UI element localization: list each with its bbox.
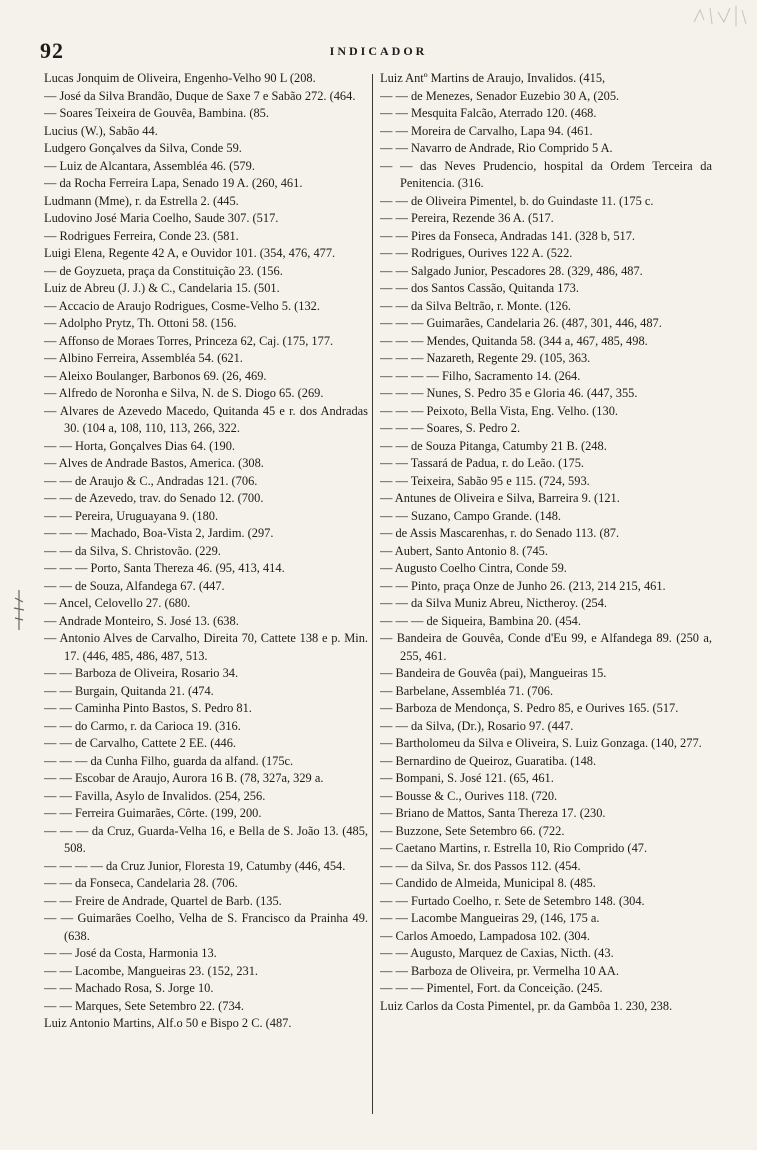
directory-entry: — — Burgain, Quitanda 21. (474. bbox=[44, 683, 214, 698]
directory-entry: Luiz Antonio Martins, Alf.o 50 e Bispo 2 C. (487. bbox=[44, 1016, 292, 1030]
directory-entry: — — da Silva Muniz Abreu, Nictheroy. (254. bbox=[380, 596, 608, 610]
directory-entry: — — — Nazareth, Regente 29. (105, 363. bbox=[380, 351, 591, 365]
directory-entry: Luiz de Abreu (J. J.) & C., Candelaria 15. (501. bbox=[44, 281, 280, 295]
directory-entry: — — Favilla, Asylo de Invalidos. (254, 256. bbox=[44, 788, 266, 803]
left-column bbox=[44, 70, 368, 1132]
directory-entry: — — Tassará de Padua, r. do Leão. (175. bbox=[380, 456, 584, 470]
directory-entry: — — da Silva, S. Christovão. (229. bbox=[44, 543, 221, 558]
corner-stamp-mark bbox=[690, 2, 748, 28]
directory-entry: — — Horta, Gonçalves Dias 64. (190. bbox=[44, 438, 235, 453]
directory-entry: — — do Carmo, r. da Carioca 19. (316. bbox=[44, 718, 241, 733]
directory-columns bbox=[44, 70, 712, 1132]
directory-entry: — — Marques, Sete Setembro 22. (734. bbox=[44, 998, 244, 1013]
directory-entry: Luigi Elena, Regente 42 A, e Ouvidor 101. (354, 476, 477. bbox=[44, 246, 336, 260]
page-number: 92 bbox=[40, 38, 64, 63]
directory-entry: — — Augusto, Marquez de Caxias, Nicth. (43. bbox=[380, 946, 614, 960]
directory-entry: — — de Menezes, Senador Euzebio 30 A, (205. bbox=[380, 88, 620, 103]
directory-entry: — — Salgado Junior, Pescadores 28. (329, 486, 487. bbox=[380, 263, 643, 278]
directory-entry: — — Machado Rosa, S. Jorge 10. bbox=[44, 981, 214, 995]
directory-entry: — — Escobar de Araujo, Aurora 16 B. (78, 327a, 329 a. bbox=[44, 771, 324, 785]
directory-entry: — — — — Filho, Sacramento 14. (264. bbox=[380, 368, 581, 383]
directory-entry: — Candido de Almeida, Municipal 8. (485. bbox=[380, 876, 596, 890]
directory-entry: Luiz Carlos da Costa Pimentel, pr. da Gambôa 1. 230, 238. bbox=[380, 998, 673, 1013]
directory-entry: — Antonio Alves de Carvalho, Direita 70, Cattete 138 e p. Min. 17. (446, 485, 486, 487, 513. bbox=[44, 631, 368, 663]
directory-entry: — — — Nunes, S. Pedro 35 e Gloria 46. (447, 355. bbox=[380, 386, 638, 400]
directory-entry: — — de Azevedo, trav. do Senado 12. (700. bbox=[44, 491, 264, 505]
directory-entry: — da Rocha Ferreira Lapa, Senado 19 A. (260, 461. bbox=[44, 176, 303, 190]
running-title: INDICADOR bbox=[329, 44, 428, 58]
directory-entry: — Alvares de Azevedo Macedo, Quitanda 45 e r. dos Andradas 30. (104 a, 108, 110, 113, 266, 322. bbox=[44, 403, 368, 435]
directory-entry: — — José da Costa, Harmonia 13. bbox=[44, 946, 217, 960]
directory-entry: — Adolpho Prytz, Th. Ottoni 58. (156. bbox=[44, 316, 237, 330]
directory-entry: — Affonso de Moraes Torres, Princeza 62, Caj. (175, 177. bbox=[44, 333, 334, 348]
directory-entry: — Barbelane, Assembléa 71. (706. bbox=[380, 683, 554, 698]
directory-entry: — Buzzone, Sete Setembro 66. (722. bbox=[380, 823, 565, 838]
directory-entry: — — Rodrigues, Ourives 122 A. (522. bbox=[380, 246, 573, 260]
directory-entry: — — Freire de Andrade, Quartel de Barb. (135. bbox=[44, 893, 282, 908]
directory-entry: — — Barboza de Oliveira, Rosario 34. bbox=[44, 666, 239, 680]
directory-entry: — Bernardino de Queiroz, Guaratiba. (148. bbox=[380, 753, 597, 768]
directory-entry: — — — Guimarães, Candelaria 26. (487, 301, 446, 487. bbox=[380, 316, 662, 330]
directory-entry: — — Guimarães Coelho, Velha de S. Francisco da Prainha 49. (638. bbox=[44, 911, 368, 943]
directory-entry: — — da Silva, Sr. dos Passos 112. (454. bbox=[380, 858, 581, 873]
directory-entry: — — Navarro de Andrade, Rio Comprido 5 A. bbox=[380, 141, 613, 155]
directory-entry: — de Assis Mascarenhas, r. do Senado 113. (87. bbox=[380, 526, 620, 540]
directory-entry: — José da Silva Brandão, Duque de Saxe 7 e Sabão 272. (464. bbox=[44, 88, 356, 103]
directory-entry: Ludmann (Mme), r. da Estrella 2. (445. bbox=[44, 193, 239, 208]
directory-entry: — Albino Ferreira, Assembléa 54. (621. bbox=[44, 351, 243, 365]
directory-entry: — — — Pimentel, Fort. da Conceição. (245. bbox=[380, 981, 603, 995]
directory-entry: — Barboza de Mendonça, S. Pedro 85, e Ourives 165. (517. bbox=[380, 701, 679, 715]
directory-entry: — Soares Teixeira de Gouvêa, Bambina. (85. bbox=[44, 106, 269, 120]
directory-entry: — — Pereira, Rezende 36 A. (517. bbox=[380, 211, 554, 225]
directory-entry: — Carlos Amoedo, Lampadosa 102. (304. bbox=[380, 928, 590, 943]
directory-entry: — — da Fonseca, Candelaria 28. (706. bbox=[44, 876, 238, 890]
directory-entry: — Bousse & C., Ourives 118. (720. bbox=[380, 788, 558, 803]
directory-entry: — — Suzano, Campo Grande. (148. bbox=[380, 508, 562, 523]
directory-entry: — — — — da Cruz Junior, Floresta 19, Catumby (446, 454. bbox=[44, 858, 346, 873]
directory-entry: — — Lacombe, Mangueiras 23. (152, 231. bbox=[44, 963, 259, 978]
directory-entry: Lucius (W.), Sabão 44. bbox=[44, 123, 158, 138]
directory-entry: — Bandeira de Gouvêa (pai), Mangueiras 15. bbox=[380, 666, 607, 680]
directory-entry: — — — de Siqueira, Bambina 20. (454. bbox=[380, 613, 581, 628]
directory-entry: — — Pinto, praça Onze de Junho 26. (213, 214 215, 461. bbox=[380, 578, 666, 593]
directory-entry: — — da Silva, (Dr.), Rosario 97. (447. bbox=[380, 718, 574, 733]
directory-entry: — — — Porto, Santa Thereza 46. (95, 413, 414. bbox=[44, 561, 285, 575]
directory-entry: — Andrade Monteiro, S. José 13. (638. bbox=[44, 613, 239, 628]
directory-entry: — — — Soares, S. Pedro 2. bbox=[380, 421, 521, 435]
directory-entry: — — Barboza de Oliveira, pr. Vermelha 10 AA. bbox=[380, 963, 619, 978]
directory-entry: — — Lacombe Mangueiras 29, (146, 175 a. bbox=[380, 911, 600, 925]
directory-entry: — — Furtado Coelho, r. Sete de Setembro 148. (304. bbox=[380, 893, 645, 908]
directory-entry: — Bartholomeu da Silva e Oliveira, S. Luiz Gonzaga. (140, 277. bbox=[380, 736, 702, 750]
directory-entry: — — de Souza, Alfandega 67. (447. bbox=[44, 578, 225, 593]
directory-entry: — — — Peixoto, Bella Vista, Eng. Velho. (130. bbox=[380, 403, 618, 418]
directory-entry: — Aleixo Boulanger, Barbonos 69. (26, 469. bbox=[44, 368, 267, 383]
directory-entry: — Alfredo de Noronha e Silva, N. de S. Diogo 65. (269. bbox=[44, 386, 324, 400]
directory-entry: — — Mesquita Falcão, Aterrado 120. (468. bbox=[380, 106, 597, 120]
directory-entry: — — Moreira de Carvalho, Lapa 94. (461. bbox=[380, 123, 593, 138]
directory-entry: Ludgero Gonçalves da Silva, Conde 59. bbox=[44, 141, 242, 155]
directory-entry: — — Pereira, Uruguayana 9. (180. bbox=[44, 508, 219, 523]
directory-entry: — Accacio de Araujo Rodrigues, Cosme-Velho 5. (132. bbox=[44, 298, 320, 313]
directory-entry: — de Goyzueta, praça da Constituição 23. (156. bbox=[44, 263, 283, 278]
directory-entry: — — dos Santos Cassão, Quitanda 173. bbox=[380, 281, 579, 295]
directory-entry: — Ancel, Celovello 27. (680. bbox=[44, 596, 191, 610]
directory-entry: Lucas Jonquim de Oliveira, Engenho-Velho 90 L (208. bbox=[44, 71, 316, 85]
directory-entry: — — de Araujo & C., Andradas 121. (706. bbox=[44, 473, 258, 488]
directory-entry: — — de Souza Pitanga, Catumby 21 B. (248. bbox=[380, 438, 607, 453]
directory-entry: — — Caminha Pinto Bastos, S. Pedro 81. bbox=[44, 701, 252, 715]
directory-entry: — — Ferreira Guimarães, Côrte. (199, 200. bbox=[44, 806, 262, 820]
right-column bbox=[380, 70, 712, 1132]
directory-entry: — Alves de Andrade Bastos, America. (308. bbox=[44, 456, 264, 470]
column-divider bbox=[372, 74, 373, 1114]
directory-entry: — Luiz de Alcantara, Assembléa 46. (579. bbox=[44, 158, 255, 173]
directory-entry: — Bandeira de Gouvêa, Conde d'Eu 99, e Alfandega 89. (250 a, 255, 461. bbox=[380, 631, 712, 663]
directory-entry: — — — Machado, Boa-Vista 2, Jardim. (297. bbox=[44, 526, 274, 540]
directory-entry: — — — Mendes, Quitanda 58. (344 a, 467, 485, 498. bbox=[380, 333, 648, 348]
directory-entry: — — das Neves Prudencio, hospital da Ordem Terceira da Penitencia. (316. bbox=[380, 158, 712, 190]
directory-entry: Luiz Antº Martins de Araujo, Invalidos. (415, bbox=[380, 71, 606, 85]
directory-entry: — Antunes de Oliveira e Silva, Barreira 9. (121. bbox=[380, 491, 620, 505]
directory-entry: — Aubert, Santo Antonio 8. (745. bbox=[380, 543, 548, 558]
directory-entry: — Rodrigues Ferreira, Conde 23. (581. bbox=[44, 228, 239, 243]
directory-entry: Ludovino José Maria Coelho, Saude 307. (517. bbox=[44, 211, 279, 225]
directory-entry: — — — da Cunha Filho, guarda da alfand. (175c. bbox=[44, 753, 294, 768]
directory-entry: — — — da Cruz, Guarda-Velha 16, e Bella de S. João 13. (485, 508. bbox=[44, 823, 368, 855]
directory-entry: — Bompani, S. José 121. (65, 461. bbox=[380, 771, 554, 785]
directory-entry: — Augusto Coelho Cintra, Conde 59. bbox=[380, 561, 567, 575]
directory-entry: — — da Silva Beltrão, r. Monte. (126. bbox=[380, 298, 571, 313]
directory-entry: — Caetano Martins, r. Estrella 10, Rio Comprido (47. bbox=[380, 841, 648, 855]
directory-entry: — — Teixeira, Sabão 95 e 115. (724, 593. bbox=[380, 473, 590, 488]
directory-entry: — — Pires da Fonseca, Andradas 141. (328 b, 517. bbox=[380, 228, 636, 243]
page-header bbox=[0, 36, 757, 66]
directory-entry: — — de Carvalho, Cattete 2 EE. (446. bbox=[44, 736, 237, 750]
directory-entry: — — de Oliveira Pimentel, b. do Guindaste 11. (175 c. bbox=[380, 193, 654, 208]
directory-entry: — Briano de Mattos, Santa Thereza 17. (230. bbox=[380, 806, 606, 820]
margin-ink-mark bbox=[9, 588, 29, 632]
